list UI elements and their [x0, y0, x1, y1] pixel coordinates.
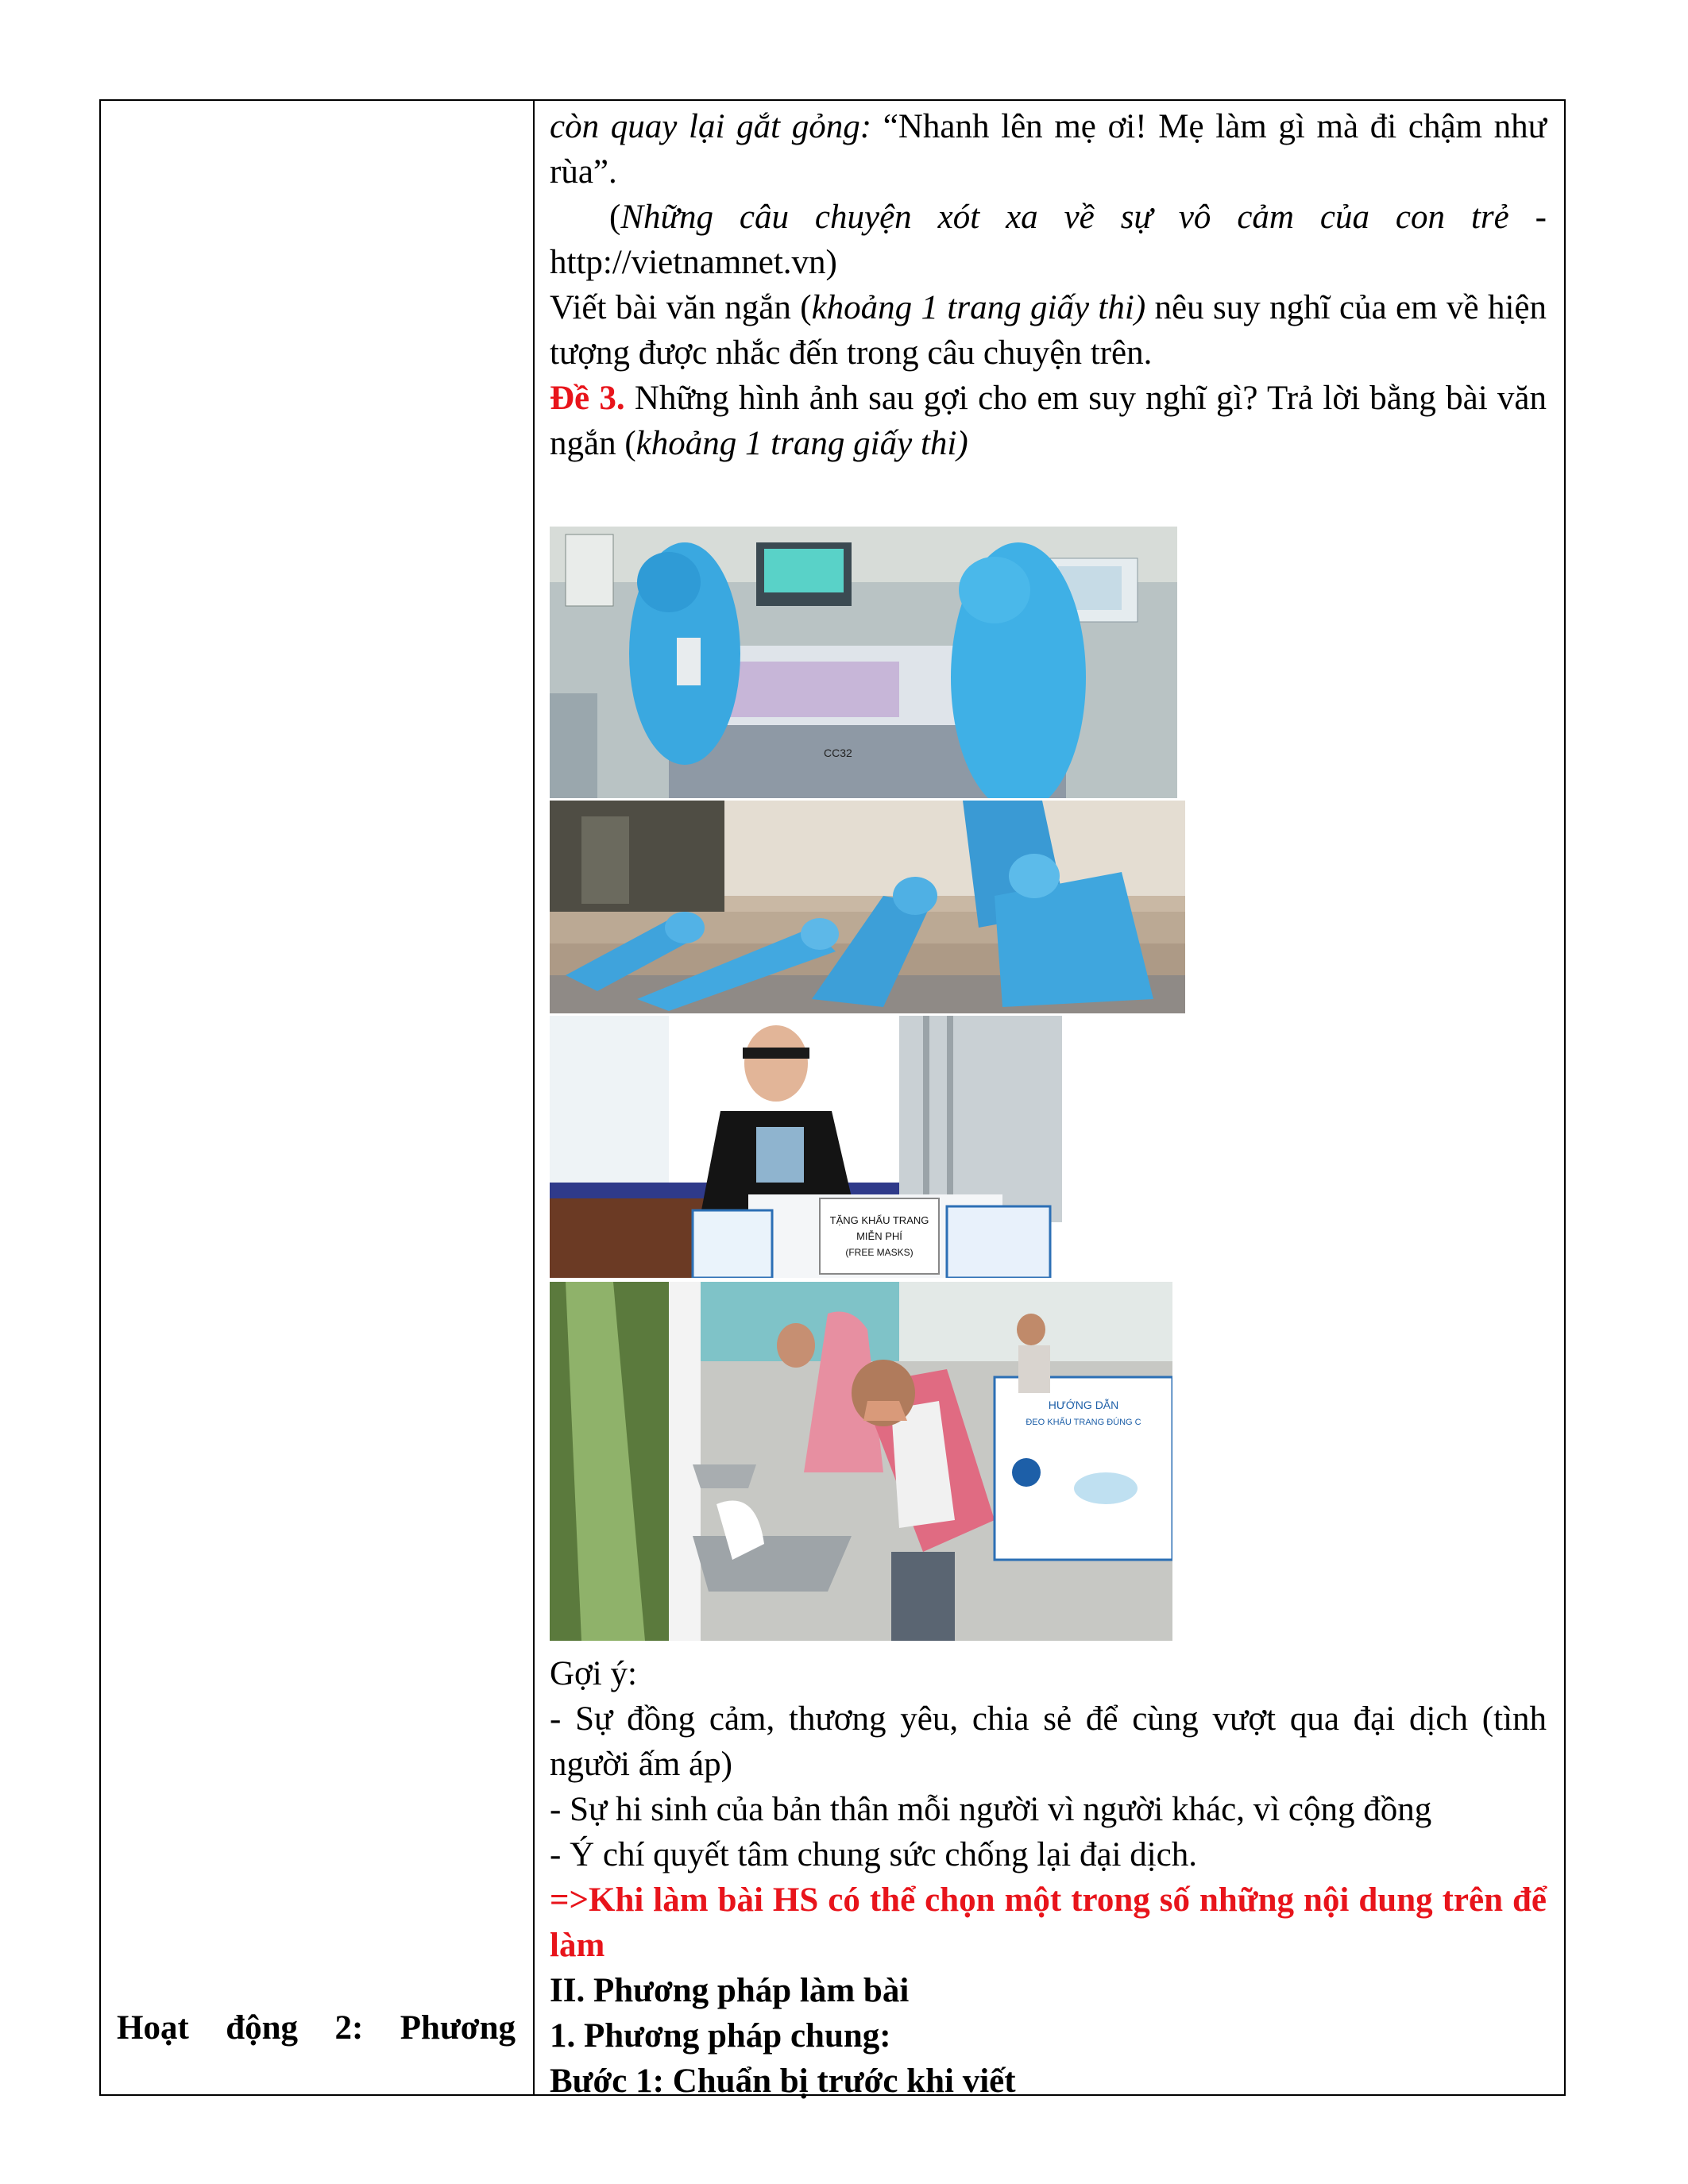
passage-source	[550, 195, 1547, 285]
passage-quote-text: “Nhanh lên mẹ ơi! Mẹ làm gì mà đi chậm như rùa”.	[550, 108, 1547, 191]
section-subheading: 1. Phương pháp chung:	[550, 2017, 891, 2055]
hint-item-2: - Sự hi sinh của bản thân mỗi người vì người khác, vì cộng đồng	[550, 1791, 1432, 1828]
section-step: Bước 1: Chuẩn bị trước khi viết	[550, 2062, 1016, 2100]
sign-line-2: MIỄN PHÍ	[856, 1230, 902, 1242]
hint-title: Gợi ý:	[550, 1655, 637, 1692]
activity-label: Hoạt động 2: Phương	[117, 2009, 516, 2047]
photo-hand-washing-station	[550, 1282, 1172, 1641]
passage-quote	[550, 104, 1547, 195]
source-open-paren: (	[609, 199, 621, 236]
section-heading: II. Phương pháp làm bài	[550, 1972, 910, 2009]
sign-line-1: TẶNG KHẨU TRANG	[829, 1214, 929, 1226]
de3-text: Những hình ảnh sau gợi cho em suy nghĩ gì? Trả lời bằng bài văn ngắn (	[550, 380, 1547, 462]
right-column	[535, 101, 1564, 2100]
passage-italic-lead: còn quay lại gắt gỏng:	[550, 108, 872, 145]
task-text-post: nêu suy nghĩ của em về hiện tượng được nhắc đến trong câu chuyện trên.	[550, 289, 1547, 372]
source-title: Những câu chuyện xót xa về sự vô cảm của con trẻ	[620, 199, 1509, 236]
banner-line-2: ĐEO KHẨU TRANG ĐÚNG C	[1026, 1418, 1141, 1427]
passage-task	[550, 285, 1547, 376]
hints-and-method	[550, 1651, 1547, 2104]
photo-handwash-drawing	[550, 1282, 1172, 1641]
left-column	[101, 101, 535, 2094]
hint-item-1: - Sự đồng cảm, thương yêu, chia sẻ để cùng vượt qua đại dịch (tình người ấm áp)	[550, 1700, 1547, 1783]
photo-resting-drawing	[550, 801, 1185, 1013]
de3-text-italic: khoảng 1 trang giấy thi)	[635, 425, 968, 462]
lesson-table	[99, 99, 1566, 2100]
hint-item-3: - Ý chí quyết tâm chung sức chống lại đại dịch.	[550, 1836, 1198, 1873]
photo-resting-medical-staff	[550, 801, 1185, 1013]
bed-label: CC32	[824, 747, 852, 759]
photo-boy-drawing	[550, 1016, 1062, 1278]
photo-icu-medical-staff	[550, 527, 1177, 798]
hint-note: =>Khi làm bài HS có thể chọn một trong số những nội dung trên để làm	[550, 1881, 1547, 1964]
task-text-pre: Viết bài văn ngắn (	[550, 289, 812, 326]
de3-label: Đề 3.	[550, 380, 625, 417]
photo-boy-free-masks	[550, 1016, 1062, 1278]
passage-block	[550, 104, 1547, 466]
sign-line-3: (FREE MASKS)	[845, 1247, 914, 1258]
banner-line-1: HƯỚNG DẪN	[1048, 1399, 1119, 1411]
photo-icu-drawing	[550, 527, 1177, 798]
de3-prompt	[550, 376, 1547, 466]
source-url: - http://vietnamnet.vn)	[550, 199, 1547, 281]
task-text-italic: khoảng 1 trang giấy thi)	[811, 289, 1146, 326]
